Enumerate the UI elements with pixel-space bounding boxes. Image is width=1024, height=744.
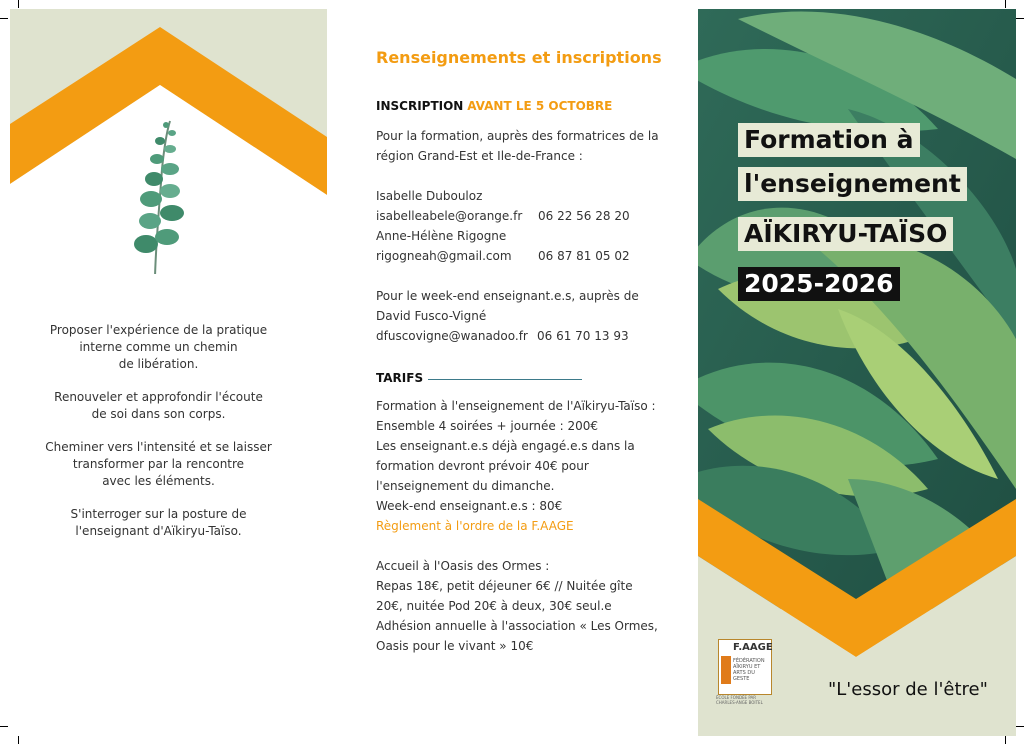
cover-title-line: l'enseignement [738,167,967,201]
accueil-line: Oasis pour le vivant » 10€ [376,639,534,653]
inscription-heading [376,96,612,116]
faage-logo [718,639,772,695]
cover-years: 2025-2026 [738,267,900,301]
tarif-line: formation devront prévoir 40€ pour [376,459,589,473]
contact-name: David Fusco-Vigné [376,309,487,323]
tarif-line: Les enseignant.e.s déjà engagé.e.s dans la [376,439,635,453]
crop-mark [1016,18,1024,19]
contact-phone: 06 22 56 28 20 [538,209,630,223]
objective-paragraph: Proposer l'expérience de la pratique interne comme un chemin de libération. [49,323,268,371]
cover-title-line: AÏKIRYU-TAÏSO [738,217,953,251]
objective-paragraph: S'interroger sur la posture de l'enseignant d'Aïkiryu-Taïso. [70,507,247,538]
tagline: "L'essor de l'être" [828,679,988,700]
objective-paragraph: Renouveler et approfondir l'écoute de soi dans son corps. [54,390,263,421]
left-header-graphic [10,9,327,274]
crop-mark [1005,736,1006,744]
cover-panel [698,9,1016,736]
formation-intro: région Grand-Est et Ile-de-France : [376,149,583,163]
crop-mark [1005,0,1006,8]
tarif-line: Formation à l'enseignement de l'Aïkiryu-Taïso : [376,399,656,413]
contact-phone: 06 61 70 13 93 [537,329,629,343]
contact-name: Anne-Hélène Rigogne [376,229,507,243]
objective-paragraph: Cheminer vers l'intensité et se laisser transformer par la rencontre avec les éléments. [45,440,272,488]
crop-mark [18,0,19,8]
cover-title-line: Formation à [738,123,920,157]
accueil-line: 20€, nuitée Pod 20€ à deux, 30€ seul.e [376,599,612,613]
contact-phone: 06 87 81 05 02 [538,249,630,263]
crop-mark [0,18,8,19]
crop-mark [0,726,8,727]
accueil-line: Accueil à l'Oasis des Ormes : [376,559,550,573]
logo-text: FÉDÉRATION AÏKIRYU ET ARTS DU GESTE [733,658,765,682]
logo-subtitle: ÉCOLE FONDÉE PAR CHARLES-ANGE BOITEL [716,695,763,705]
contact-name: Isabelle Dubouloz [376,189,483,203]
weekend-intro: Pour le week-end enseignant.e.s, auprès de [376,289,639,303]
crop-mark [1016,726,1024,727]
contact-email[interactable]: rigogneah@gmail.com [376,249,512,263]
tarifs-heading: TARIFS [376,371,424,385]
inscription-label: INSCRIPTION [376,99,464,113]
contact-email[interactable]: dfuscovigne@wanadoo.fr [376,329,528,343]
reglement-note: Règlement à l'ordre de la F.AAGE [376,519,574,533]
tarif-line: Ensemble 4 soirées + journée : 200€ [376,419,598,433]
hosta-leaves-image [698,9,1016,736]
accueil-line: Repas 18€, petit déjeuner 6€ // Nuitée gîte [376,579,633,593]
accueil-line: Adhésion annuelle à l'association « Les Ormes, [376,619,658,633]
section-title: Renseignements et inscriptions [376,48,662,67]
tarif-line: Week-end enseignant.e.s : 80€ [376,499,563,513]
inscription-deadline: AVANT LE 5 OCTOBRE [467,99,613,113]
contact-email[interactable]: isabelleabele@orange.fr [376,209,523,223]
logo-name: F.AAGE [733,642,773,653]
left-objectives [40,322,277,556]
crop-mark [18,736,19,744]
formation-intro: Pour la formation, auprès des formatrices de la [376,129,659,143]
tarif-line: l'enseignement du dimanche. [376,479,555,493]
tarifs-divider [428,379,582,380]
logo-mark-icon [721,656,731,684]
